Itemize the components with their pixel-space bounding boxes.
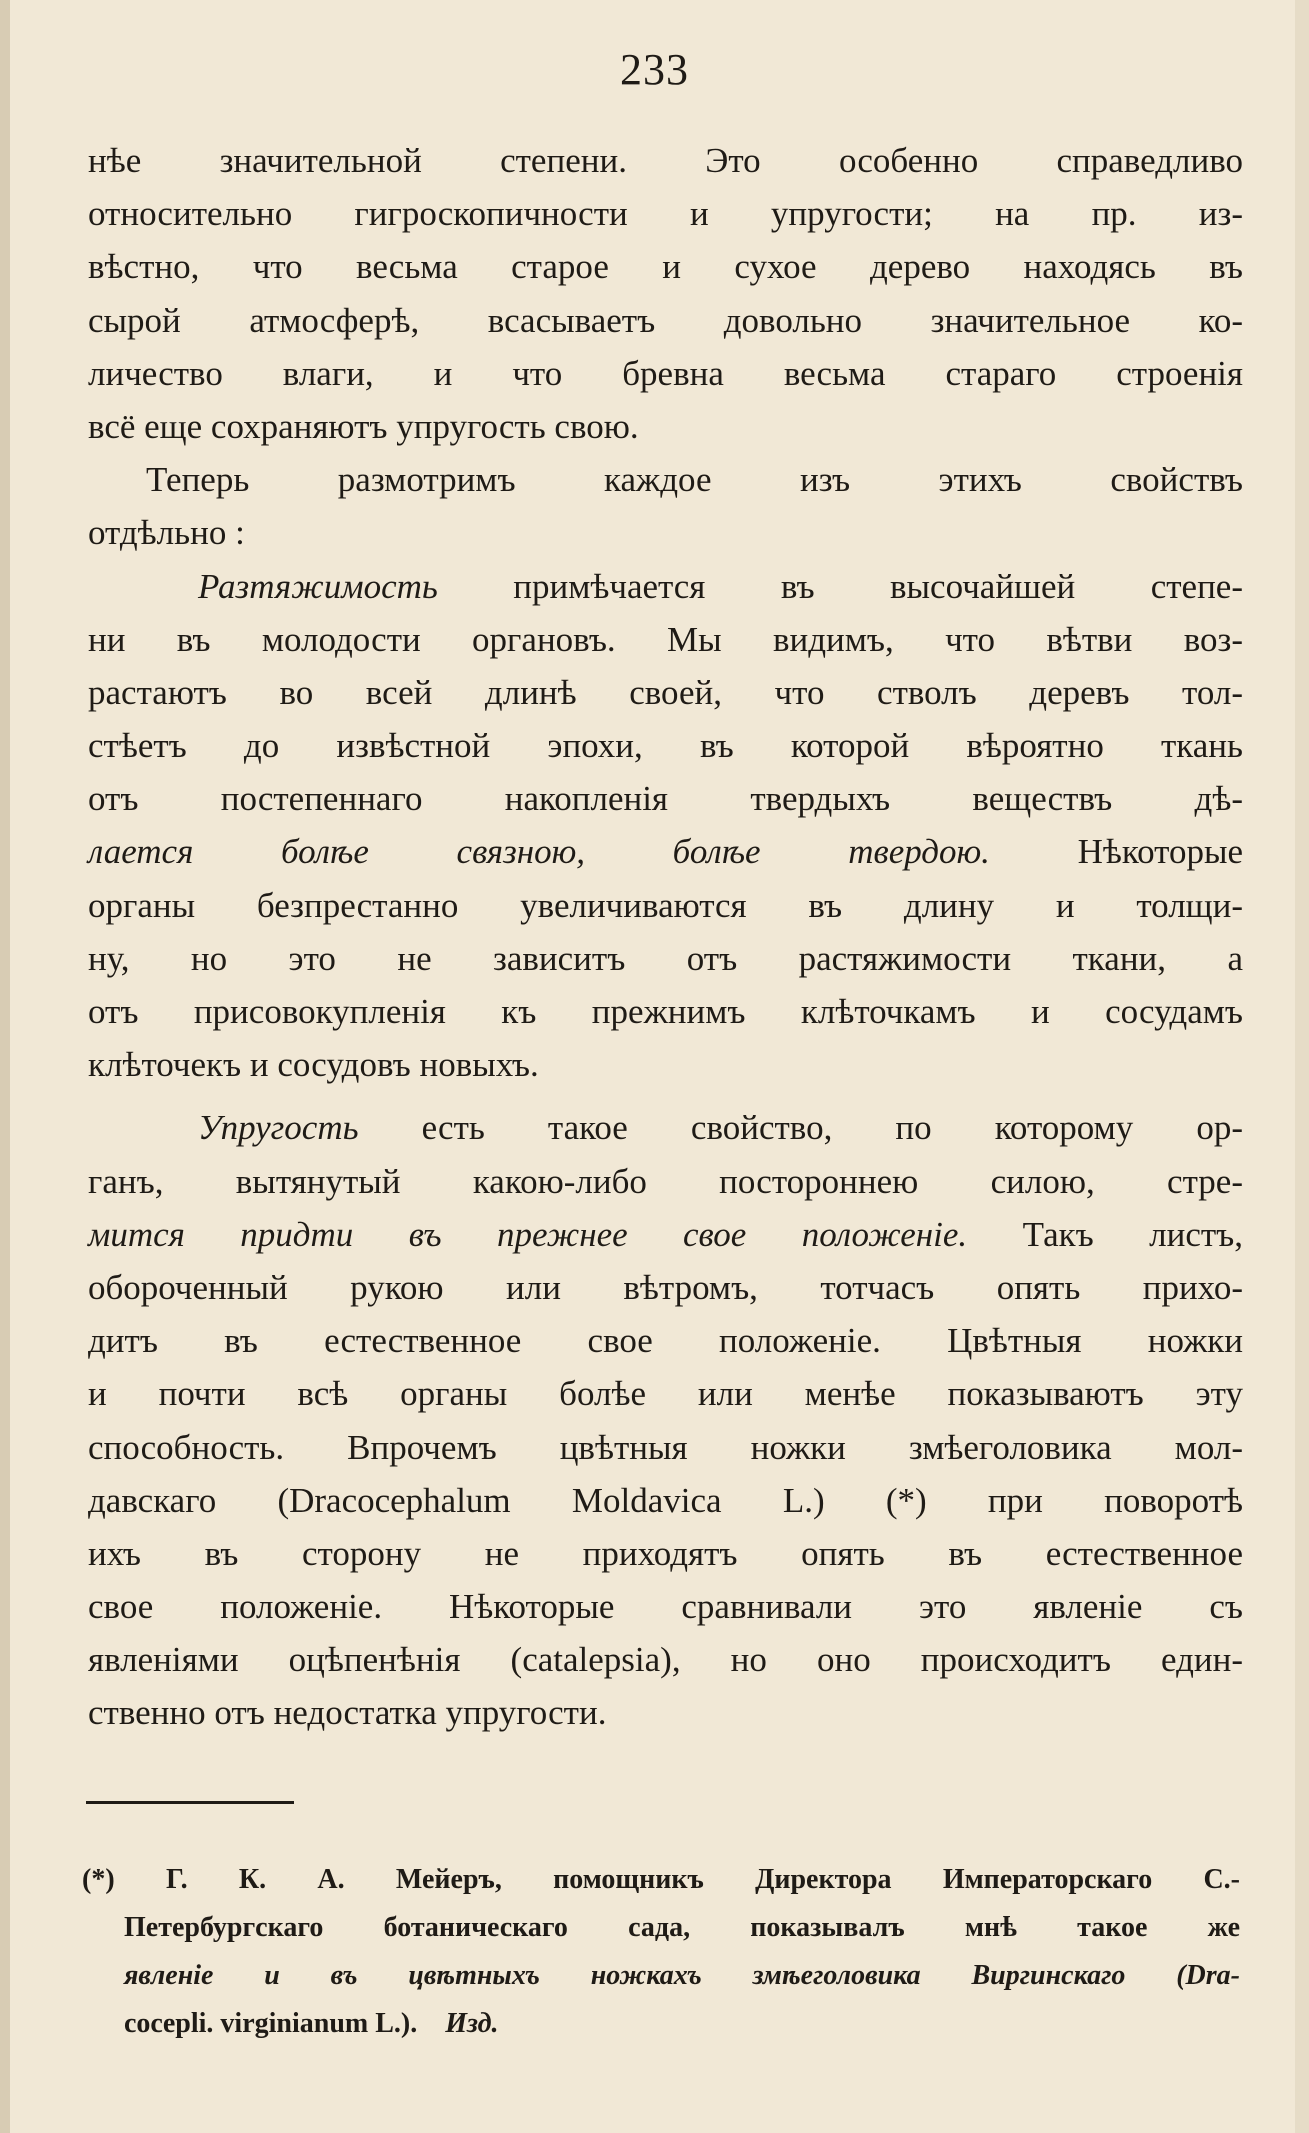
text-line: растаютъ во всей длинѣ своей, что стволъ деревъ тол- (88, 672, 1243, 712)
italic-fragment: мится придти въ прежнее свое положеніе. (88, 1214, 968, 1254)
text-fragment: есть такое свойство, по которому ор- (421, 1108, 1244, 1148)
text-line (88, 1101, 1243, 1154)
text-line: нѣе значительной степени. Это особенно справедливо (88, 141, 1243, 180)
footnote-line (82, 1952, 1240, 2000)
text-fragment: Такъ листъ, (1022, 1214, 1243, 1254)
text-line: отъ постепеннаго накопленія твердыхъ веществъ дѣ- (88, 779, 1243, 819)
page-number: 233 (620, 45, 689, 94)
footnote (82, 1856, 1240, 2048)
footnote-separator (86, 1801, 294, 1804)
editor-signature: Изд. (445, 2008, 499, 2039)
text-line: Теперь размотримъ каждое изъ этихъ свойствъ (146, 460, 1243, 500)
text-line (88, 825, 1243, 878)
text-line: и почти всѣ органы болѣе или менѣе показываютъ эту (88, 1374, 1243, 1414)
text-line: ихъ въ сторону не приходятъ опять въ естественное (88, 1533, 1243, 1573)
italic-fragment: лается болѣе связною, болѣе твердою. (88, 832, 990, 872)
text-line: органы безпрестанно увеличиваются въ длину и толщи- (88, 885, 1243, 925)
text-line: отъ присовокупленія къ прежнимъ клѣточкамъ и сосудамъ (88, 992, 1243, 1031)
text-line: сырой атмосферѣ, всасываетъ довольно значительное ко- (88, 300, 1243, 340)
text-line: дитъ въ естественное свое положеніе. Цвѣтныя ножки (88, 1321, 1243, 1361)
footnote-line: Петербургскаго ботаническаго сада, показывалъ мнѣ такое же (124, 1912, 1240, 1943)
text-line (88, 560, 1243, 613)
text-fragment: примѣчается въ высочайшей степе- (513, 566, 1243, 606)
text-line: всё еще сохраняютъ упругость свою. (88, 406, 639, 446)
text-fragment: Нѣкоторые (1077, 832, 1243, 872)
footnote-text: cocepli. virginianum L.). (124, 2008, 418, 2039)
text-line: ственно отъ недостатка упругости. (88, 1693, 607, 1733)
footnote-line (82, 2000, 1240, 2048)
text-line: стѣетъ до извѣстной эпохи, въ которой вѣроятно ткань (88, 726, 1243, 766)
term-elasticity: Упругость (198, 1108, 359, 1148)
text-line: ни въ молодости органовъ. Мы видимъ, что вѣтви воз- (88, 619, 1243, 659)
text-line: отдѣльно : (88, 513, 245, 553)
page-left-edge (0, 0, 10, 2133)
text-line: ну, но это не зависитъ отъ растяжимости ткани, а (88, 938, 1243, 978)
text-line: вѣстно, что весьма старое и сухое дерево находясь въ (88, 247, 1243, 287)
text-line: обороченный рукою или вѣтромъ, тотчасъ опять прихо- (88, 1267, 1243, 1307)
text-line: явленіями оцѣпенѣнія (catalepsia), но оно происходитъ един- (88, 1640, 1243, 1680)
paragraph-gap (88, 1091, 1243, 1101)
text-line: личество влаги, и что бревна весьма стараго строенія (88, 353, 1243, 393)
text-line (88, 1208, 1243, 1261)
page-right-edge (1295, 0, 1309, 2133)
text-line: давскаго (Dracocephalum Moldavica L.) (*) при поворотѣ (88, 1480, 1243, 1520)
footnote-marker: (*) (82, 1864, 115, 1895)
text-line: способность. Впрочемъ цвѣтныя ножки змѣеголовика мол- (88, 1427, 1243, 1467)
term-stretchability: Разтяжимость (198, 566, 438, 606)
footnote-line (82, 1856, 1240, 1904)
footnote-text: Г. К. А. Мейеръ, помощникъ Директора Императорскаго С.- (165, 1864, 1240, 1895)
main-text (88, 134, 1243, 1740)
text-line: ганъ, вытянутый какою-либо постороннею силою, стре- (88, 1161, 1243, 1201)
text-line: клѣточекъ и сосудовъ новыхъ. (88, 1045, 539, 1085)
text-line: относительно гигроскопичности и упругости; на пр. из- (88, 194, 1243, 234)
footnote-italic: явленіе и въ цвѣтныхъ ножкахъ змѣеголовика Виргинскаго (Dra- (124, 1960, 1240, 1991)
text-line: свое положеніе. Нѣкоторые сравнивали это явленіе съ (88, 1587, 1243, 1627)
